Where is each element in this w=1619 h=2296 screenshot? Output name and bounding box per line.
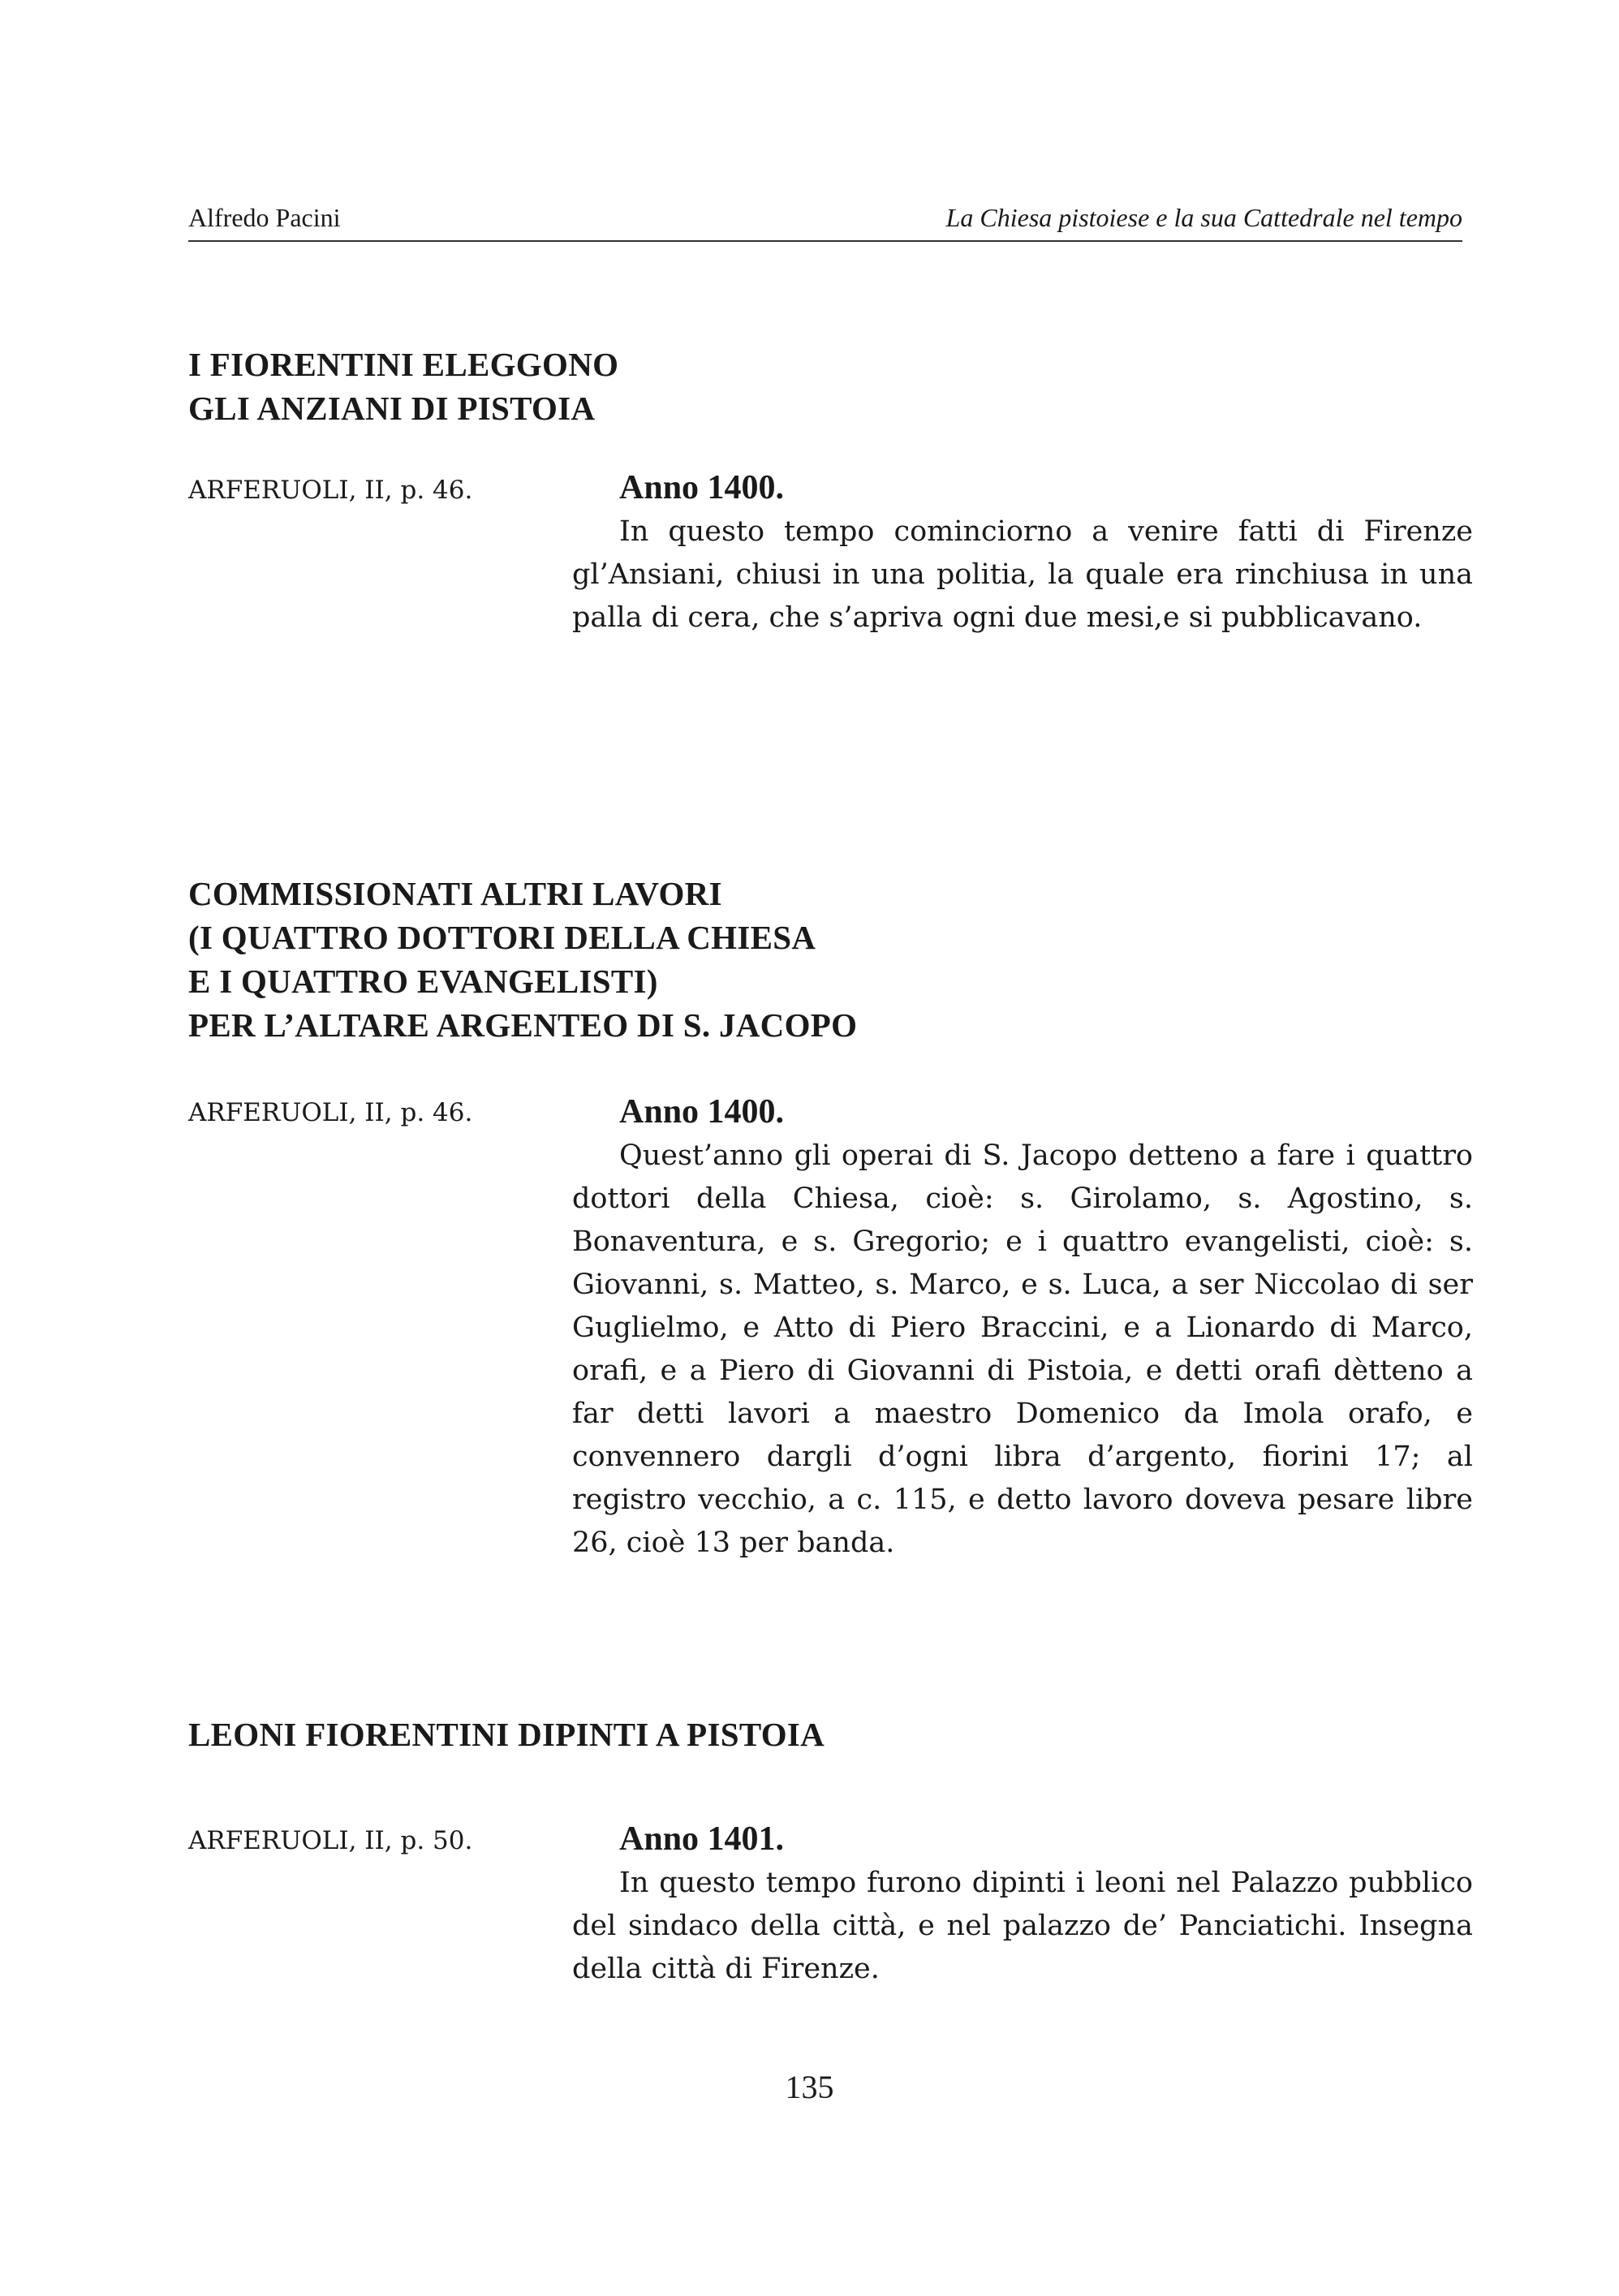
section-2-year: Anno 1400. [619,1093,785,1131]
section-3-title [188,1712,1406,1756]
section-1-entry [572,465,1473,640]
section-2-title-line-2: (I QUATTRO DOTTORI DELLA CHIESA [188,919,816,956]
section-1-text: In questo tempo cominciorno a venire fatti di Firenze gl’Ansiani, chiusi in una politia, la quale era rinchiusa in una palla di cera, che s’apriva ogni due mesi,e si pubblicavano. [572,515,1473,634]
header-work-title: La Chiesa pistoiese e la sua Cattedrale nel tempo [945,203,1462,232]
section-3-text: In questo tempo furono dipinti i leoni nel Palazzo pubblico del sindaco della città, e nel palazzo de’ Panciatichi. Insegna della città di Firenze. [572,1867,1473,1985]
section-2-title-line-3: E I QUATTRO EVANGELISTI) [188,963,658,1000]
section-2-source: ARFERUOLI, II, p. 46. [188,1098,473,1127]
section-2-entry [572,1089,1473,1565]
section-1-year: Anno 1400. [619,469,785,506]
section-2-title-line-1: COMMISSIONATI ALTRI LAVORI [188,875,722,912]
section-2-title-line-4: PER L’ALTARE ARGENTEO DI S. JACOPO [188,1006,858,1044]
section-1-source: ARFERUOLI, II, p. 46. [188,476,473,505]
header-author: Alfredo Pacini [188,203,341,232]
section-3-source: ARFERUOLI, II, p. 50. [188,1826,473,1855]
section-1-title-line-2: GLI ANZIANI DI PISTOIA [188,390,596,427]
section-3-title-line-1: LEONI FIORENTINI DIPINTI A PISTOIA [188,1716,825,1753]
page-number: 135 [785,2069,834,2105]
section-2-title [188,872,1406,1047]
section-2-text: Quest’anno gli operai di S. Jacopo detteno a fare i quattro dottori della Chiesa, cioè: s. Girolamo, s. Agostino, s. Bonaventura, e s. Gregorio; e i quattro evangelisti, cioè: s. Giovanni, s. Matteo, s. Marco, e s. Luca, a ser Niccolao di ser Guglielmo, e Atto di Piero Braccini, e a Lionardo di Marco, orafi, e a Piero di Giovanni di Pistoia, e detti orafi dètteno a far detti lavori a maestro Domenico da Imola orafo, e convennero dargli d’ogni libra d’argento, fiorini 17; al registro vecchio, a c. 115, e detto lavoro doveva pesare libre 26, cioè 13 per banda. [572,1139,1473,1559]
section-1-title-line-1: I FIORENTINI ELEGGONO [188,346,619,383]
section-3-entry [572,1816,1473,1991]
running-header [188,198,1462,242]
section-1-title [188,342,1406,430]
section-3-year: Anno 1401. [619,1820,785,1858]
